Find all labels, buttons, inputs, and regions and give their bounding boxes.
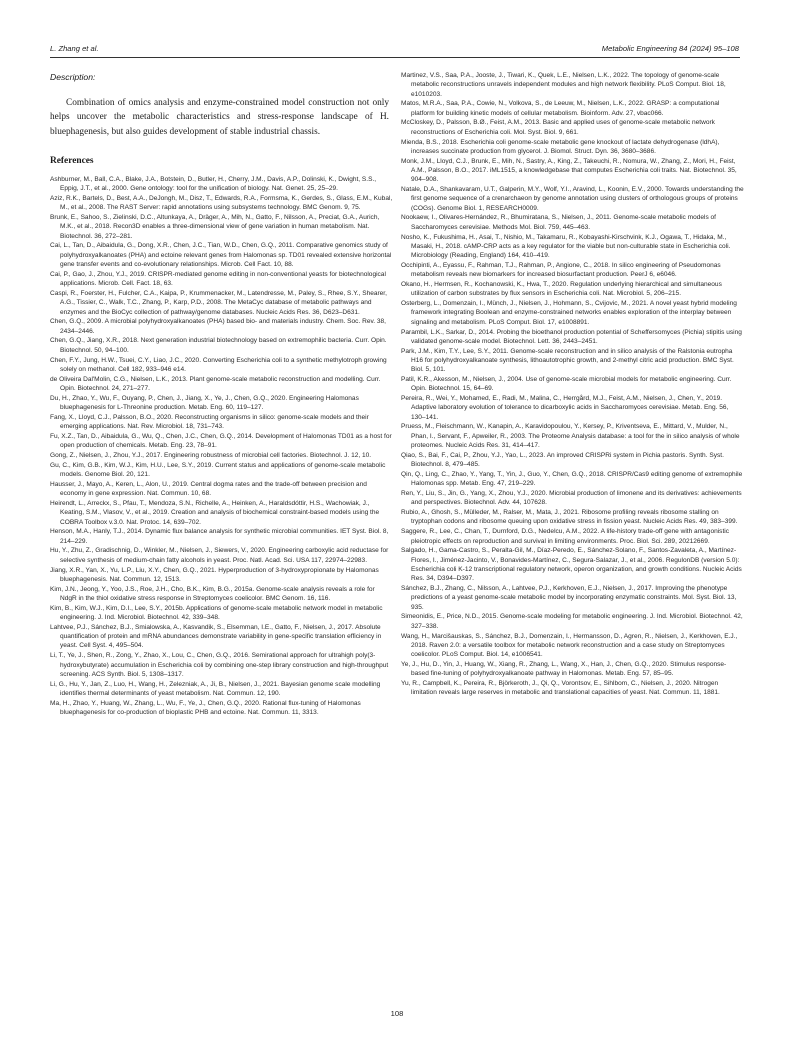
reference-entry: McCloskey, D., Palsson, B.Ø., Feist, A.M., 2013. Basic and applied uses of genome-scale metabolic network reconstructions of Escherichia coli. Mol. Syst. Biol. 9, 661. <box>401 119 715 136</box>
reference-entry: Fu, X.Z., Tan, D., Aibaidula, G., Wu, Q., Chen, J.C., Chen, G.Q., 2014. Development of Halomonas TD01 as a host for open production of chemicals. Metab. Eng. 23, 78–91. <box>50 432 392 450</box>
reference-entry: Patil, K.R., Akesson, M., Nielsen, J., 2004. Use of genome-scale microbial models for metabolic engineering. Curr. Opin. Biotechnol. 15, 64–69. <box>401 376 732 393</box>
reference-entry: Parambil, L.K., Sarkar, D., 2014. Probing the bioethanol production potential of Scheffersomyces (Pichia) stipitis using validated genome-scale model. Biotechnol. Lett. 36, 2443–2451. <box>401 328 742 345</box>
reference-entry: Kim, J.N., Jeong, Y., Yoo, J.S., Roe, J.H., Cho, B.K., Kim, B.G., 2015a. Genome-scale analysis reveals a role for NdgR in the thiol oxidative stress response in Streptomyces coelicolor. BMC Genom. 16, 116. <box>50 585 375 602</box>
reference-entry: Brunk, E., Sahoo, S., Zielinski, D.C., Altunkaya, A., Dräger, A., Mih, N., Gatto, F., Nilsson, A., Preciat, G.A., Aurich, M.K., et al., 2018. Recon3D enables a three-dimensional view of gene variation in human metabolism. Nat. Biotechnol. 36, 272–281. <box>50 214 380 240</box>
reference-entry: Chen, G.Q., Jiang, X.R., 2018. Next generation industrial biotechnology based on extremophilic bacteria. Curr. Opin. Biotechnol. 50, 94–100. <box>50 337 387 354</box>
reference-entry: Nookaew, I., Olivares-Hernández, R., Bhumiratana, S., Nielsen, J., 2011. Genome-scale metabolic models of Saccharomyces cerevisiae. Methods Mol. Biol. 759, 445–463. <box>401 214 717 231</box>
reference-entry: Sánchez, B.J., Zhang, C., Nilsson, A., Lahtvee, P.J., Kerkhoven, E.J., Nielsen, J., 2017. Improving the phenotype predictions of a yeast genome-scale metabolic model by incorporating enzymatic constraints. Mol. Syst. Biol. 13, 935. <box>401 585 737 611</box>
reference-entry: Pruess, M., Fleischmann, W., Kanapin, A., Karavidopoulou, Y., Kersey, P., Kriventseva, E., Mittard, V., Mulder, N., Phan, I., Servant, F., Apweiler, R., 2003. The Proteome Analysis database: a tool for the in silico analysis of whole proteomes. Nucleic Acids Res. 31, 414–417. <box>401 423 740 450</box>
reference-entry: Natale, D.A., Shankavaram, U.T., Galperin, M.Y., Wolf, Y.I., Aravind, L., Koonin, E.V., 2000. Towards understanding the first genome sequence of a crenarchaeon by genome annotation using clusters of orthologous groups of proteins (COGs). Genome Biol. 1, RESEARCH0009. <box>401 186 744 212</box>
reference-entry: Mienda, B.S., 2018. Escherichia coli genome-scale metabolic gene knockout of lactate dehydrogenase (ldhA), increases succinate production from glycerol. J. Biomol. Struct. Dyn. 36, 3680–3686. <box>401 138 720 155</box>
right-column <box>401 71 744 698</box>
reference-entry: de Oliveira Dal'Molin, C.G., Nielsen, L.K., 2013. Plant genome-scale metabolic reconstruction and modelling. Curr. Opin. Biotechnol. 24, 271–277. <box>50 375 381 392</box>
reference-entry: Qin, Q., Ling, C., Zhao, Y., Yang, T., Yin, J., Guo, Y., Chen, G.Q., 2018. CRISPR/Cas9 editing genome of extremophile Halomonas spp. Metab. Eng. 47, 219–229. <box>401 470 743 488</box>
reference-entry: Hausser, J., Mayo, A., Keren, L., Alon, U., 2019. Central dogma rates and the trade-off between precision and economy in gene expression. Nat. Commun. 10, 68. <box>50 480 367 498</box>
reference-entry: Rubio, A., Ghosh, S., Mülleder, M., Ralser, M., Mata, J., 2021. Ribosome profiling reveals ribosome stalling on tryptophan codons and ribosome queuing upon oxidative stress in fission yeast. Nucleic Acids Res. 49, 383–399. <box>401 509 738 526</box>
reference-entry: Gu, C., Kim, G.B., Kim, W.J., Kim, H.U., Lee, S.Y., 2019. Current status and applications of genome-scale metabolic models. Genome Biol. 20, 121. <box>50 461 386 479</box>
reference-entry: Qiao, S., Bai, F., Cai, P., Zhou, Y.J., Yao, L., 2023. An improved CRISPRi system in Pichia pastoris. Synth. Syst. Biotechnol. 8, 479–485. <box>401 451 724 469</box>
reference-entry: Saggere, R., Lee, C., Chan, T., Durnford, D.G., Nedelcu, A.M., 2022. A life-history trade-off gene with antagonistic pleiotropic effects on reproduction and survival in limiting environments. Proc. Biol. Sci. 289, 20212669. <box>401 528 730 545</box>
reference-entry: Monk, J.M., Lloyd, C.J., Brunk, E., Mih, N., Sastry, A., King, Z., Takeuchi, R., Nomura, W., Zhang, Z., Mori, H., Feist, A.M., Palsson, B.O., 2017. iML1515, a knowledgebase that computes Escherichia coli traits. Nat. Biotechnol. 35, 904–908. <box>401 157 737 184</box>
reference-entry: Heirendt, L., Arreckx, S., Pfau, T., Mendoza, S.N., Richelle, A., Heinken, A., Haraldsdóttir, H.S., Wachowiak, J., Keating, S.M., Vlasov, V., et al., 2019. Creation and analysis of biochemical constraint-based models using the COBRA Toolbox v.3.0. Nat. Protoc. 14, 639–702. <box>50 499 380 526</box>
header-rule <box>50 57 740 58</box>
reference-entry: Chen, G.Q., 2009. A microbial polyhydroxyalkanoates (PHA) based bio- and materials industry. Chem. Soc. Rev. 38, 2434–2446. <box>50 318 386 335</box>
reference-entry: Jiang, X.R., Yan, X., Yu, L.P., Liu, X.Y., Chen, G.Q., 2021. Hyperproduction of 3-hydroxypropionate by Halomonas bluephagenesis. Nat. Commun. 12, 1513. <box>50 566 379 583</box>
reference-entry: Ren, Y., Liu, S., Jin, G., Yang, X., Zhou, Y.J., 2020. Microbial production of limonene and its derivatives: achievements and perspectives. Biotechnol. Adv. 44, 107628. <box>401 490 742 507</box>
reference-entry: Ashburner, M., Ball, C.A., Blake, J.A., Botstein, D., Butler, H., Cherry, J.M., Davis, A.P., Dolinski, K., Dwight, S.S., Eppig, J.T., et al., 2000. Gene ontology: tool for the unification of biology. Nat. Genet. 25, 25–29. <box>50 175 377 193</box>
page-number: 108 <box>390 1009 404 1018</box>
description-body: Combination of omics analysis and enzyme-constrained model construction not only helps uncover the metabolic characteristics and stress-response landscape of H. bluephagenesis, but also guides development of stable industrial chassis. <box>50 98 389 137</box>
reference-entry: Salgado, H., Gama-Castro, S., Peralta-Gil, M., Díaz-Peredo, E., Sánchez-Solano, F., Santos-Zavaleta, A., Martínez-Flores, I., Jiménez-Jacinto, V., Bonavides-Martínez, C., Segura-Salazar, J., et al., 2006. RegulonDB (version 5.0): Escherichia coli K-12 transcriptional regulatory network, operon organization, and growth conditions. Nucleic Acids Res. 34, D394–D397. <box>401 547 742 583</box>
reference-entry: Aziz, R.K., Bartels, D., Best, A.A., DeJongh, M., Disz, T., Edwards, R.A., Formsma, K., Gerdes, S., Glass, E.M., Kubal, M., et al., 2008. The RAST Server: rapid annotations using subsystems technology. BMC Genom. 9, 75. <box>50 194 393 212</box>
description-heading: Description: <box>50 72 96 82</box>
reference-entry: Okano, H., Hermsen, R., Kochanowski, K., Hwa, T., 2020. Regulation underlying hierarchical and simultaneous utilization of carbon substrates by flux sensors in Escherichia coli. Nat. Microbiol. 5, 206–215. <box>401 281 722 298</box>
reference-entry: Yu, R., Campbell, K., Pereira, R., Björkeroth, J., Qi, Q., Vorontsov, E., Sihlbom, C., Nielsen, J., 2020. Nitrogen limitation reveals large reserves in metabolic and translational capacities of yeast. Nat. Commun. 11, 1881. <box>401 680 720 697</box>
reference-entry: Gong, Z., Nielsen, J., Zhou, Y.J., 2017. Engineering robustness of microbial cell factories. Biotechnol. J. 12, 10. <box>50 452 372 459</box>
references-heading: References <box>50 155 94 166</box>
reference-entry: Osterberg, L., Domenzain, I., Münch, J., Nielsen, J., Hohmann, S., Cvijovic, M., 2021. A novel yeast hybrid modeling framework integrating Boolean and enzyme-constrained networks enables exploration of the interplay between signaling and metabolism. PLoS Comput. Biol. 17, e1008891. <box>401 300 737 326</box>
reference-entry: Li, T., Ye, J., Shen, R., Zong, Y., Zhao, X., Lou, C., Chen, G.Q., 2016. Semirational approach for ultrahigh poly(3-hydroxybutyrate) accumulation in Escherichia coli by combining one-step library construction and high-throughput screening. ACS Synth. Biol. 5, 1308–1317. <box>50 652 389 678</box>
running-header-journal: Metabolic Engineering 84 (2024) 95–108 <box>601 44 739 53</box>
reference-entry: Kim, B., Kim, W.J., Kim, D.I., Lee, S.Y., 2015b. Applications of genome-scale metabolic network model in metabolic engineering. J. Ind. Microbiol. Biotechnol. 42, 339–348. <box>50 604 383 622</box>
reference-entry: Li, G., Hu, Y., Jan, Z., Luo, H., Wang, H., Zelezniak, A., Ji, B., Nielsen, J., 2021. Bayesian genome scale modelling identifies thermal determinants of yeast metabolism. Nat. Commun. 12, 190. <box>50 680 381 697</box>
reference-entry: Simeonidis, E., Price, N.D., 2015. Genome-scale modeling for metabolic engineering. J. Ind. Microbiol. Biotechnol. 42, 327–338. <box>401 613 743 630</box>
reference-entry: Wang, H., Marcišauskas, S., Sánchez, B.J., Domenzain, I., Hermansson, D., Agren, R., Nielsen, J., Kerkhoven, E.J., 2018. Raven 2.0: a versatile toolbox for metabolic network reconstruction and a case study on Streptomyces coelicolor. PLoS Comput. Biol. 14, e1006541. <box>401 632 738 659</box>
reference-entry: Caspi, R., Foerster, H., Fulcher, C.A., Kaipa, P., Krummenacker, M., Latendresse, M., Paley, S., Rhee, S.Y., Shearer, A.G., Tissier, C., Walk, T.C., Zhang, P., Karp, P.D., 2008. The MetaCyc database of metabolic pathways and enzymes and the BioCyc collection of pathway/genome databases. Nucleic Acids Res. 36, D623–D631. <box>50 289 387 316</box>
reference-entry: Occhipinti, A., Eyassu, F., Rahman, T.J., Rahman, P., Angione, C., 2018. In silico engineering of Pseudomonas metabolism reveals new biomarkers for increased biosurfactant production. PeerJ 6, e6046. <box>401 261 721 279</box>
reference-entry: Fang, X., Lloyd, C.J., Palsson, B.O., 2020. Reconstructing organisms in silico: genome-scale models and their emerging applications. Nat. Rev. Microbiol. 18, 731–743. <box>50 413 369 431</box>
reference-list-right <box>401 71 744 698</box>
reference-entry: Ma, H., Zhao, Y., Huang, W., Zhang, L., Wu, F., Ye, J., Chen, G.Q., 2020. Rational flux-tuning of Halomonas bluephagenesis for co-production of bioplastic PHB and ectoine. Nat. Commun. 11, 3313. <box>50 699 361 717</box>
reference-entry: Hu, Y., Zhu, Z., Gradischnig, D., Winkler, M., Nielsen, J., Siewers, V., 2020. Engineering carboxylic acid reductase for selective synthesis of medium-chain fatty alcohols in yeast. Proc. Natl. Acad. Sci. USA 117, 22974–22983. <box>50 547 389 564</box>
reference-entry: Nosho, K., Fukushima, H., Asai, T., Nishio, M., Takamaru, R., Kobayashi-Kirschvink, K.J., Ogawa, T., Hidaka, M., Masaki, H., 2018. cAMP-CRP acts as a key regulator for the viable but non-culturable state in Escherichia coli. Microbiology (Reading, England) 164, 410–419. <box>401 233 731 260</box>
reference-entry: Henson, M.A., Hanly, T.J., 2014. Dynamic flux balance analysis for synthetic microbial communities. IET Syst. Biol. 8, 214–229. <box>50 528 389 545</box>
reference-entry: Chen, F.Y., Jung, H.W., Tsuei, C.Y., Liao, J.C., 2020. Converting Escherichia coli to a synthetic methylotroph growing solely on methanol. Cell 182, 933–946 e14. <box>50 356 387 373</box>
reference-entry: Lahtvee, P.J., Sánchez, B.J., Smialowska, A., Kasvandik, S., Elsemman, I.E., Gatto, F., Nielsen, J., 2017. Absolute quantification of protein and mRNA abundances demonstrate variability in gene-specific translation efficiency in yeast. Cell Syst. 4, 495–504. <box>50 623 382 650</box>
reference-entry: Cai, P., Gao, J., Zhou, Y.J., 2019. CRISPR-mediated genome editing in non-conventional yeasts for biotechnological applications. Microb. Cell. Fact. 18, 63. <box>50 270 386 288</box>
reference-entry: Du, H., Zhao, Y., Wu, F., Ouyang, P., Chen, J., Jiang, X., Ye, J., Chen, G.Q., 2020. Engineering Halomonas bluephagenesis for L-Threonine production. Metab. Eng. 60, 119–127. <box>50 394 359 412</box>
reference-entry: Pereira, R., Wei, Y., Mohamed, E., Radi, M., Malina, C., Herrgård, M.J., Feist, A.M., Nielsen, J., Chen, Y., 2019. Adaptive laboratory evolution of tolerance to dicarboxylic acids in Saccharomyces cerevisiae. Metab. Eng. 56, 130–141. <box>401 395 729 421</box>
reference-entry: Martinez, V.S., Saa, P.A., Jooste, J., Tiwari, K., Quek, L.E., Nielsen, L.K., 2022. The topology of genome-scale metabolic reconstructions unravels independent modules and high network flexibility. PLoS Comput. Biol. 18, e1010203. <box>401 72 726 98</box>
reference-list-left <box>50 175 393 717</box>
reference-entry: Ye, J., Hu, D., Yin, J., Huang, W., Xiang, R., Zhang, L., Wang, X., Han, J., Chen, G.Q., 2020. Stimulus response-based fine-tuning of polyhydroxyalkanoate pathway in Halomonas. Metab. Eng. 57, 85–95. <box>401 660 727 678</box>
reference-entry: Park, J.M., Kim, T.Y., Lee, S.Y., 2011. Genome-scale reconstruction and in silico analysis of the Ralstonia eutropha H16 for polyhydroxyalkanoate synthesis, lithoautotrophic growth, and 2-methyl citric acid production. BMC Syst. Biol. 5, 101. <box>401 347 734 374</box>
reference-entry: Cai, L., Tan, D., Aibaidula, G., Dong, X.R., Chen, J.C., Tian, W.D., Chen, G.Q., 2011. Comparative genomics study of polyhydroxyalkanoates (PHA) and ectoine relevant genes from Halomonas sp. TD01 revealed extensive horizontal gene transfer events and co-evolutionary relationships. Microb. Cell Fact. 10, 88. <box>50 242 392 269</box>
reference-entry: Matos, M.R.A., Saa, P.A., Cowie, N., Volkova, S., de Leeuw, M., Nielsen, L.K., 2022. GRASP: a computational platform for building kinetic models of cellular metabolism. Bioinform. Adv. 27, vbac066. <box>401 100 720 117</box>
left-column <box>50 70 393 718</box>
running-header-authors: L. Zhang et al. <box>50 44 99 53</box>
